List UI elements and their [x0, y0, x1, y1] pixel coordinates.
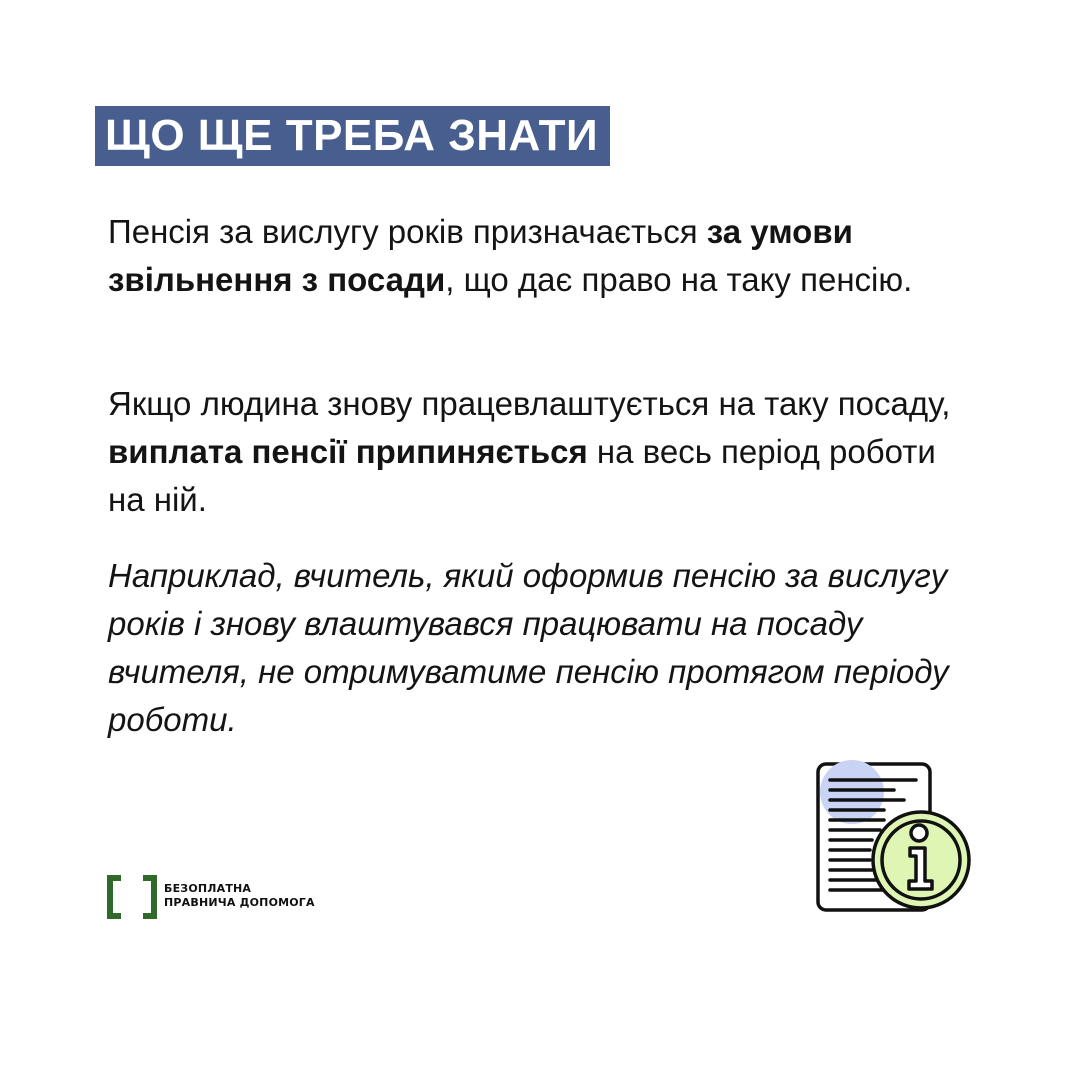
paragraph1-text-before: Пенсія за вислугу років призначається — [108, 213, 707, 250]
document-info-icon — [814, 760, 976, 916]
section-title: ЩО ЩЕ ТРЕБА ЗНАТИ — [95, 106, 610, 166]
bracket-icon — [107, 875, 157, 919]
paragraph2-bold: виплата пенсії припиняється — [108, 433, 588, 470]
paragraph-payment-stop — [108, 380, 968, 524]
logo-line-1: БЕЗОПЛАТНА — [164, 882, 252, 895]
free-legal-aid-logo — [107, 875, 347, 919]
paragraph-retirement-condition — [108, 208, 968, 304]
paragraph2-text-after: на весь період роботи на ній. — [108, 433, 936, 518]
paragraph1-text-after: , що дає право на таку пенсію. — [445, 261, 913, 298]
logo-line-2: ПРАВНИЧА ДОПОМОГА — [164, 896, 315, 909]
paragraph2-text-before: Якщо людина знову працевлаштується на таку посаду, — [108, 385, 951, 422]
paragraph-example: Наприклад, вчитель, який оформив пенсію за вислугу років і знову влаштувався працювати на посаду вчителя, не отримуватиме пенсію протягом періоду роботи. — [108, 557, 949, 738]
paragraph1-bold: за умови звільнення з посади — [108, 213, 853, 298]
